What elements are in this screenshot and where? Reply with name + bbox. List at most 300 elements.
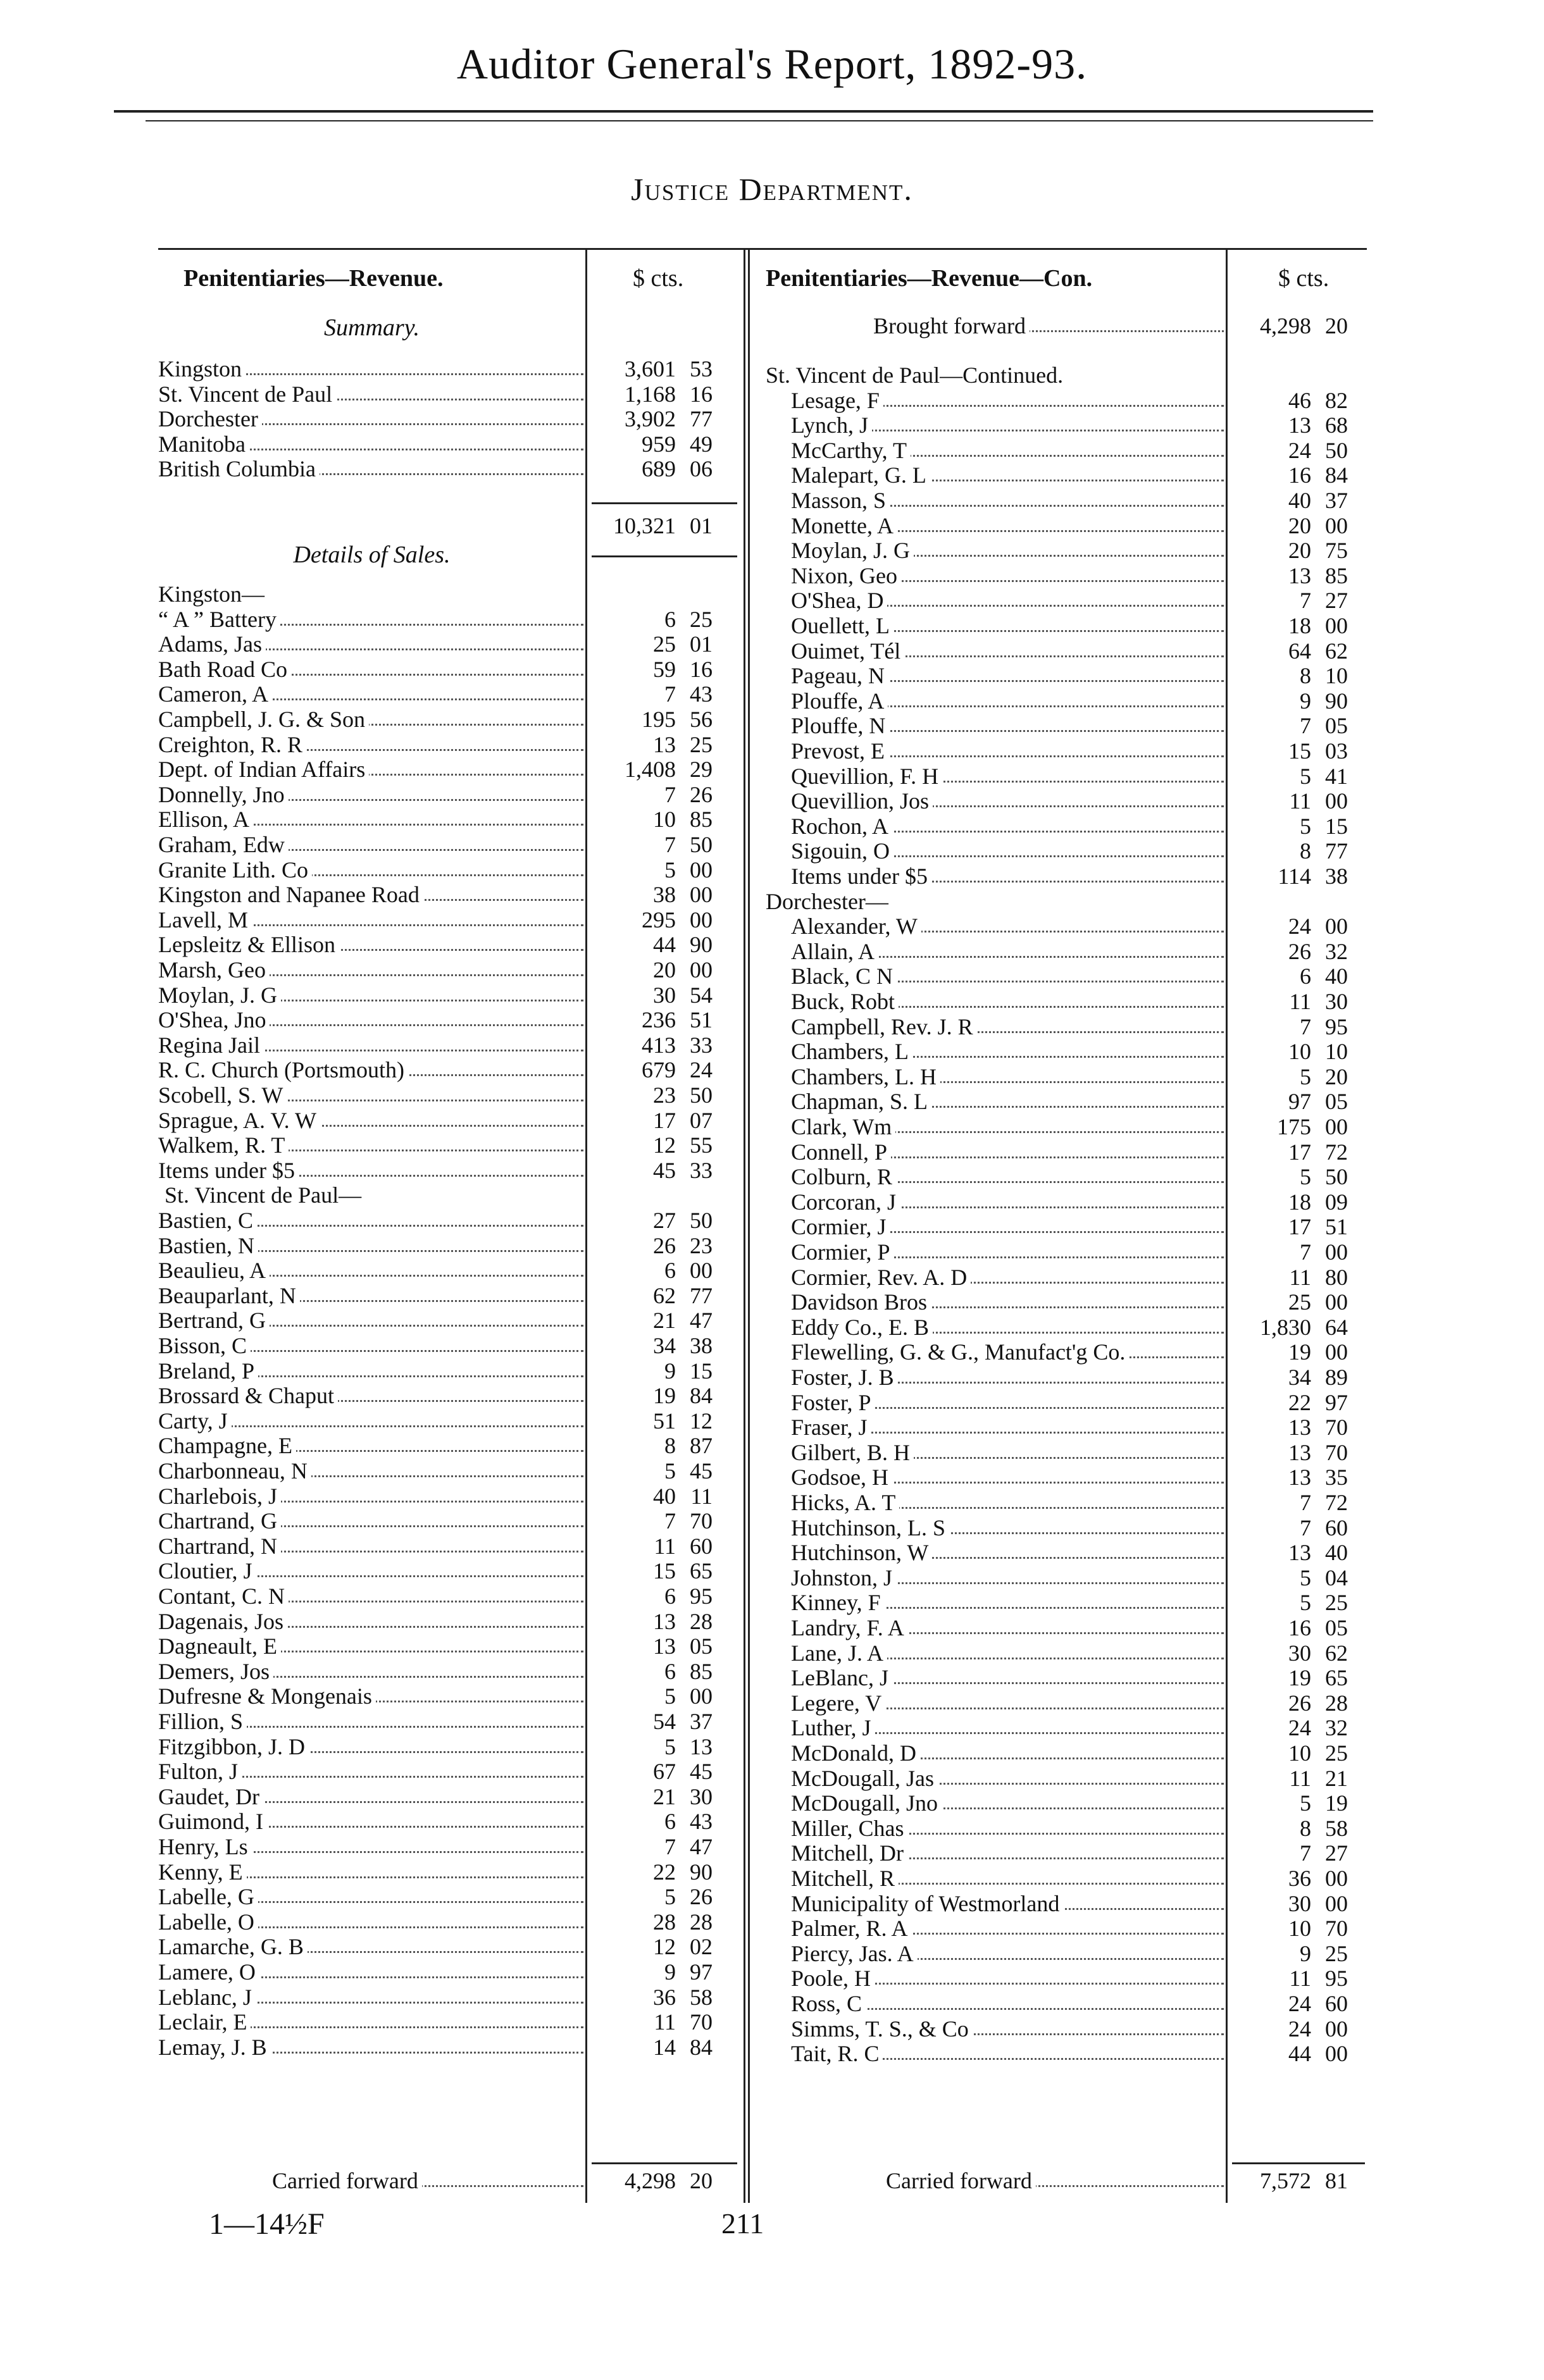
stv-row <box>0 839 1544 864</box>
stv-row <box>0 639 1544 664</box>
dorchester-row <box>0 1089 1544 1114</box>
entry-name: Cloutier, J <box>158 1559 256 1584</box>
dorchester-row <box>0 1115 1544 1139</box>
entry-name: Fraser, J <box>791 1415 871 1440</box>
entry-name: Chambers, L. H <box>791 1065 940 1089</box>
entry-name: Carried forward <box>886 2169 1036 2193</box>
entry-amount: 8 10 <box>1300 663 1348 689</box>
entry-name: Labelle, O <box>158 1910 258 1935</box>
entry-amount: 10 85 <box>653 807 713 833</box>
entry-amount: 24 60 <box>1288 1991 1348 2016</box>
entry-amount: 7 27 <box>1300 588 1348 614</box>
entry-name: Masson, S <box>791 488 890 513</box>
entry-name: Chartrand, G <box>158 1509 281 1534</box>
entry-amount: 62 77 <box>653 1282 713 1308</box>
entry-name: Johnston, J <box>791 1566 896 1590</box>
entry-amount: 20 00 <box>1288 512 1348 538</box>
dorchester-row <box>0 1465 1544 1490</box>
entry-amount: 12 55 <box>653 1132 713 1158</box>
entry-name: Brossard & Chaput <box>158 1384 338 1408</box>
entry-name: Marsh, Geo <box>158 958 270 982</box>
entry-amount: 4,298 20 <box>1260 313 1348 338</box>
entry-name: Chapman, S. L <box>791 1089 931 1114</box>
entry-name: LeBlanc, J <box>791 1666 892 1690</box>
entry-amount: 45 33 <box>653 1157 713 1183</box>
entry-amount: 3,601 53 <box>625 356 713 381</box>
dorchester-row <box>0 1766 1544 1791</box>
stv-row <box>0 689 1544 714</box>
entry-amount: 6 95 <box>664 1584 713 1609</box>
dorchester-row <box>0 1566 1544 1590</box>
dorchester-row <box>0 914 1544 939</box>
entry-name: McCarthy, T <box>791 438 911 463</box>
stv-row <box>0 388 1544 413</box>
entry-amount: 17 51 <box>1288 1214 1348 1240</box>
dorchester-row <box>0 1841 1544 1866</box>
right-cts-label: $ cts. <box>1278 265 1329 292</box>
entry-amount: 6 25 <box>664 606 713 632</box>
entry-name: Graham, Edw <box>158 833 289 857</box>
entry-name: Scobell, S. W <box>158 1083 287 1108</box>
entry-name: Guimond, I <box>158 1809 267 1834</box>
stv-row <box>0 438 1544 463</box>
entry-amount: 20 75 <box>1288 538 1348 564</box>
page-number: 211 <box>721 2207 764 2240</box>
entry-amount: 27 50 <box>653 1208 713 1233</box>
entry-amount: 24 00 <box>1288 2016 1348 2042</box>
dorchester-row <box>0 1415 1544 1440</box>
entry-name: Ellison, A <box>158 807 253 832</box>
entry-amount: 5 50 <box>1300 1164 1348 1190</box>
entry-amount: 11 60 <box>654 1533 713 1559</box>
entry-amount: 67 45 <box>653 1759 713 1785</box>
entry-name: Adams, Jas <box>158 632 266 657</box>
entry-name: Regina Jail <box>158 1033 264 1058</box>
entry-amount: 114 38 <box>1278 864 1348 889</box>
entry-amount: 7 43 <box>664 681 713 707</box>
dorchester-row <box>0 1966 1544 1991</box>
entry-amount: 30 54 <box>653 982 713 1008</box>
entry-amount: 175 00 <box>1277 1114 1348 1139</box>
entry-amount: 44 00 <box>1288 2041 1348 2067</box>
entry-name: Lane, J. A <box>791 1641 887 1666</box>
dorchester-row <box>0 1716 1544 1740</box>
dorchester-row <box>0 1942 1544 1966</box>
entry-amount: 9 90 <box>1300 688 1348 714</box>
entry-amount: 13 70 <box>1288 1415 1348 1441</box>
dorchester-row <box>0 964 1544 989</box>
entry-name: Black, C N <box>791 964 897 989</box>
entry-name: Lamere, O <box>158 1960 259 1985</box>
entry-name: Champagne, E <box>158 1434 296 1458</box>
dorchester-row <box>0 1866 1544 1891</box>
entry-name: Breland, P <box>158 1359 258 1384</box>
entry-amount: 13 28 <box>653 1608 713 1634</box>
entry-name: Alexander, W <box>791 914 921 939</box>
entry-amount: 5 25 <box>1300 1590 1348 1616</box>
details-label: Details of Sales. <box>293 542 451 568</box>
entry-amount: 25 01 <box>653 631 713 657</box>
entry-amount: 21 47 <box>653 1308 713 1334</box>
entry-amount: 413 33 <box>642 1032 713 1058</box>
entry-amount: 1,408 29 <box>625 757 713 783</box>
entry-amount: 1,830 64 <box>1260 1314 1348 1340</box>
entry-name: R. C. Church (Portsmouth) <box>158 1058 408 1082</box>
dorchester-row <box>0 1441 1544 1465</box>
entry-amount: 40 11 <box>653 1483 713 1509</box>
stv-row <box>0 764 1544 789</box>
stv-row <box>0 538 1544 563</box>
entry-amount: 5 13 <box>664 1733 713 1759</box>
entry-amount: 11 30 <box>1289 989 1348 1014</box>
entry-amount: 1,168 16 <box>625 381 713 407</box>
entry-name: Pageau, N <box>791 664 888 688</box>
entry-amount: 9 15 <box>664 1358 713 1384</box>
entry-name: Lesage, F <box>791 388 883 413</box>
entry-name: Kenny, E <box>158 1860 247 1885</box>
entry-name: Items under $5 <box>158 1158 299 1183</box>
entry-name: Dept. of Indian Affairs <box>158 757 369 782</box>
department-heading: Justice Department. <box>631 171 913 207</box>
entry-name: Bisson, C <box>158 1334 251 1358</box>
entry-name: St. Vincent de Paul <box>158 382 336 407</box>
entry-amount: 295 00 <box>642 907 713 933</box>
entry-name: Bastien, C <box>158 1208 257 1233</box>
entry-name: Campbell, Rev. J. R <box>791 1015 977 1039</box>
entry-name: Hutchinson, L. S <box>791 1516 949 1540</box>
entry-amount: 7 00 <box>1300 1239 1348 1265</box>
entry-amount: 97 05 <box>1288 1089 1348 1115</box>
entry-amount: 7,572 81 <box>1260 2168 1348 2193</box>
entry-name: Granite Lith. Co <box>158 858 312 883</box>
summary-label: Summary. <box>324 314 420 341</box>
entry-amount: 12 02 <box>653 1934 713 1960</box>
entry-name: Cameron, A <box>158 682 272 707</box>
entry-name: Leclair, E <box>158 2010 251 2035</box>
carried-forward <box>0 2169 1544 2193</box>
right-carried-rule <box>1232 2162 1365 2164</box>
entry-name: Lamarche, G. B <box>158 1935 308 1959</box>
entry-name: Ouimet, Tél <box>791 639 904 664</box>
entry-amount: 24 32 <box>1288 1715 1348 1741</box>
entry-name: Nixon, Geo <box>791 564 901 588</box>
dorchester-row <box>0 1892 1544 1916</box>
entry-name: Fulton, J <box>158 1759 242 1784</box>
group-label <box>0 889 1544 914</box>
dorchester-row <box>0 1791 1544 1816</box>
entry-amount: 5 20 <box>1300 1063 1348 1089</box>
entry-amount: 14 84 <box>653 2034 713 2060</box>
entry-name: Bertrand, G <box>158 1308 270 1333</box>
entry-name: Colburn, R <box>791 1165 896 1189</box>
entry-name: Walkem, R. T <box>158 1133 289 1158</box>
entry-amount: 959 49 <box>642 431 713 457</box>
entry-name: Labelle, G <box>158 1885 258 1909</box>
entry-name: Manitoba <box>158 432 249 457</box>
entry-amount: 26 23 <box>653 1232 713 1258</box>
entry-name: Charlebois, J <box>158 1484 281 1509</box>
entry-name: Demers, Jos <box>158 1659 273 1684</box>
entry-amount: 11 00 <box>1289 788 1348 814</box>
entry-name: Poole, H <box>791 1966 875 1991</box>
stv-row <box>0 864 1544 889</box>
entry-amount: 11 21 <box>1289 1765 1348 1791</box>
entry-name: Palmer, R. A <box>791 1916 912 1941</box>
entry-name: St. Vincent de Paul— <box>165 1183 365 1208</box>
entry-amount: 23 50 <box>653 1082 713 1108</box>
entry-name: St. Vincent de Paul—Continued. <box>766 363 1067 388</box>
dorchester-row <box>0 1365 1544 1390</box>
entry-amount: 689 06 <box>642 456 713 482</box>
dorchester-row <box>0 1165 1544 1189</box>
dorchester-row <box>0 1265 1544 1290</box>
entry-name: Henry, Ls <box>158 1835 252 1859</box>
entry-amount: 13 68 <box>1288 412 1348 438</box>
entry-name: Donnelly, Jno <box>158 783 289 807</box>
entry-name: Eddy Co., E. B <box>791 1315 933 1340</box>
entry-name: Chartrand, N <box>158 1534 281 1559</box>
entry-name: Prevost, E <box>791 739 888 764</box>
entry-amount: 19 84 <box>653 1383 713 1409</box>
entry-name: Tait, R. C <box>791 2042 883 2066</box>
entry-amount: 24 50 <box>1288 437 1348 463</box>
entry-name: Contant, C. N <box>158 1584 289 1609</box>
entry-amount: 8 77 <box>1300 838 1348 864</box>
entry-amount: 7 60 <box>1300 1515 1348 1540</box>
entry-name: Mitchell, Dr <box>791 1841 907 1866</box>
dorchester-row <box>0 1015 1544 1039</box>
entry-name: Mitchell, R <box>791 1866 899 1891</box>
stv-row <box>0 564 1544 588</box>
entry-name: Legere, V <box>791 1691 885 1716</box>
left-carried-rule <box>592 2162 737 2164</box>
entry-amount: 5 00 <box>664 1683 713 1709</box>
entry-amount: 36 58 <box>653 1984 713 2010</box>
entry-amount: 19 00 <box>1288 1339 1348 1365</box>
entry-amount: 5 45 <box>664 1458 713 1484</box>
entry-amount: 4,298 20 <box>625 2168 713 2193</box>
entry-amount: 8 87 <box>664 1433 713 1459</box>
entry-name: Items under $5 <box>791 864 931 889</box>
entry-amount: 30 00 <box>1288 1890 1348 1916</box>
entry-amount: 17 72 <box>1288 1139 1348 1165</box>
stv-row <box>0 739 1544 764</box>
entry-name: Brought forward <box>873 314 1030 338</box>
entry-name: Dorchester— <box>766 889 892 914</box>
entry-name: Lavell, M <box>158 908 252 933</box>
entry-name: Sprague, A. V. W <box>158 1108 320 1133</box>
entry-amount: 10,321 01 <box>613 513 713 538</box>
entry-amount: 26 28 <box>1288 1690 1348 1716</box>
entry-amount: 20 00 <box>653 957 713 982</box>
entry-amount: 7 27 <box>1300 1840 1348 1866</box>
entry-amount: 54 37 <box>653 1709 713 1734</box>
dorchester-row <box>0 1540 1544 1565</box>
entry-name: Creighton, R. R <box>158 733 306 757</box>
entry-amount: 16 05 <box>1288 1615 1348 1640</box>
entry-amount: 44 90 <box>653 932 713 958</box>
entry-name: Gaudet, Dr <box>158 1785 263 1809</box>
entry-name: Quevillion, F. H <box>791 764 942 789</box>
entry-amount: 16 84 <box>1288 462 1348 488</box>
entry-name: Sigouin, O <box>791 839 893 864</box>
entry-amount: 11 80 <box>1289 1264 1348 1290</box>
entry-name: McDonald, D <box>791 1741 920 1766</box>
entry-amount: 3,902 77 <box>625 406 713 432</box>
entry-amount: 15 03 <box>1288 738 1348 764</box>
dorchester-row <box>0 1590 1544 1615</box>
dorchester-row <box>0 1340 1544 1365</box>
dorchester-row <box>0 1741 1544 1766</box>
entry-amount: 7 70 <box>664 1508 713 1534</box>
dorchester-row <box>0 1140 1544 1165</box>
dorchester-row <box>0 1916 1544 1941</box>
entry-name: Hicks, A. T <box>791 1491 899 1515</box>
entry-amount: 13 25 <box>653 731 713 757</box>
right-column-heading: Penitentiaries—Revenue—Con. <box>766 265 1093 292</box>
entry-amount: 11 95 <box>1289 1966 1348 1992</box>
stv-row <box>0 614 1544 638</box>
entry-name: Municipality of Westmorland <box>791 1892 1063 1916</box>
entry-amount: 7 05 <box>1300 713 1348 739</box>
entry-name: Charbonneau, N <box>158 1459 311 1484</box>
entry-name: Simms, T. S., & Co <box>791 2017 973 2042</box>
table-top-rule <box>158 248 1367 250</box>
entry-amount: 38 00 <box>653 882 713 908</box>
entry-amount: 13 85 <box>1288 562 1348 588</box>
left-column-heading: Penitentiaries—Revenue. <box>184 265 444 292</box>
entry-name: Moylan, J. G <box>158 983 281 1008</box>
entry-name: Lynch, J <box>791 413 872 438</box>
dorchester-row <box>0 1315 1544 1340</box>
entry-name: Chambers, L <box>791 1039 912 1064</box>
entry-amount: 5 19 <box>1300 1790 1348 1816</box>
stv-row <box>0 488 1544 513</box>
summary-total-underline <box>592 555 737 557</box>
dorchester-row <box>0 1190 1544 1215</box>
stv-row <box>0 714 1544 738</box>
entry-name: Carried forward <box>272 2169 422 2193</box>
entry-amount: 18 09 <box>1288 1189 1348 1215</box>
entry-name: Kingston and Napanee Road <box>158 883 423 907</box>
entry-name: “ A ” Battery <box>158 607 280 632</box>
entry-name: Dufresne & Mongenais <box>158 1684 376 1709</box>
entry-amount: 236 51 <box>642 1007 713 1033</box>
entry-name: Plouffe, N <box>791 714 889 738</box>
entry-name: McDougall, Jas <box>791 1766 938 1791</box>
entry-amount: 25 00 <box>1288 1289 1348 1315</box>
entry-amount: 6 00 <box>664 1258 713 1284</box>
entry-name: McDougall, Jno <box>791 1791 942 1816</box>
entry-amount: 17 07 <box>653 1107 713 1133</box>
entry-name: Cormier, J <box>791 1215 890 1239</box>
entry-amount: 5 41 <box>1300 763 1348 789</box>
entry-amount: 5 04 <box>1300 1565 1348 1590</box>
entry-name: O'Shea, Jno <box>158 1008 270 1032</box>
entry-name: Rochon, A <box>791 814 892 839</box>
entry-name: Connell, P <box>791 1140 891 1165</box>
entry-name: Foster, P <box>791 1391 875 1415</box>
entry-amount: 34 38 <box>653 1333 713 1358</box>
entry-name: Davidson Bros <box>791 1290 931 1315</box>
entry-name: Beauparlant, N <box>158 1284 300 1308</box>
dorchester-row <box>0 1816 1544 1841</box>
entry-amount: 36 00 <box>1288 1866 1348 1891</box>
dorchester-row <box>0 1240 1544 1265</box>
entry-amount: 21 30 <box>653 1783 713 1809</box>
entry-amount: 22 90 <box>653 1859 713 1885</box>
entry-name: Bastien, N <box>158 1234 258 1258</box>
page-title: Auditor General's Report, 1892-93. <box>456 40 1088 88</box>
entry-name: Carty, J <box>158 1409 232 1434</box>
dorchester-row <box>0 1516 1544 1540</box>
dorchester-row <box>0 1039 1544 1064</box>
dorchester-row <box>0 989 1544 1014</box>
dorchester-row <box>0 1391 1544 1415</box>
dorchester-row <box>0 1992 1544 2016</box>
entry-name: Allain, A <box>791 939 878 964</box>
entry-name: Campbell, J. G. & Son <box>158 707 369 732</box>
title-rule-thin <box>146 120 1373 121</box>
entry-amount: 24 00 <box>1288 914 1348 939</box>
entry-amount: 64 62 <box>1288 638 1348 664</box>
entry-amount: 5 26 <box>664 1884 713 1910</box>
entry-name: Cormier, P <box>791 1240 894 1265</box>
entry-amount: 7 50 <box>664 832 713 857</box>
stv-row <box>0 514 1544 538</box>
entry-amount: 9 97 <box>664 1959 713 1985</box>
entry-amount: 40 37 <box>1288 488 1348 513</box>
entry-name: Ouellett, L <box>791 614 893 638</box>
dorchester-row <box>0 1616 1544 1640</box>
summary-total-rule <box>592 502 737 504</box>
entry-amount: 13 70 <box>1288 1439 1348 1465</box>
dorchester-row <box>0 939 1544 964</box>
entry-name: Leblanc, J <box>158 1985 256 2010</box>
dorchester-row <box>0 1290 1544 1315</box>
entry-amount: 13 05 <box>653 1633 713 1659</box>
entry-name: O'Shea, D <box>791 588 887 613</box>
entry-name: British Columbia <box>158 457 320 481</box>
entry-amount: 22 97 <box>1288 1389 1348 1415</box>
entry-name: Corcoran, J <box>791 1190 900 1215</box>
entry-name: Ross, C <box>791 1992 866 2016</box>
entry-name: Bath Road Co <box>158 657 291 682</box>
dorchester-row <box>0 2042 1544 2066</box>
dorchester-row <box>0 1641 1544 1666</box>
dorchester-row <box>0 1491 1544 1515</box>
entry-amount: 46 82 <box>1288 387 1348 413</box>
stv-row <box>0 814 1544 839</box>
entry-amount: 13 40 <box>1288 1540 1348 1566</box>
entry-name: Dagneault, E <box>158 1634 281 1659</box>
entry-amount: 6 40 <box>1300 964 1348 989</box>
entry-amount: 679 24 <box>642 1057 713 1083</box>
entry-amount: 28 28 <box>653 1909 713 1935</box>
entry-amount: 8 58 <box>1300 1815 1348 1841</box>
stv-row <box>0 664 1544 688</box>
stv-row <box>0 789 1544 814</box>
entry-amount: 7 72 <box>1300 1490 1348 1515</box>
entry-amount: 34 89 <box>1288 1365 1348 1390</box>
entry-name: Luther, J <box>791 1716 875 1740</box>
entry-name: Quevillion, Jos <box>791 789 933 814</box>
stv-row <box>0 588 1544 613</box>
entry-amount: 7 26 <box>664 781 713 807</box>
brought-forward <box>0 314 1544 338</box>
entry-name: Fitzgibbon, J. D <box>158 1735 309 1759</box>
dorchester-row <box>0 1065 1544 1089</box>
